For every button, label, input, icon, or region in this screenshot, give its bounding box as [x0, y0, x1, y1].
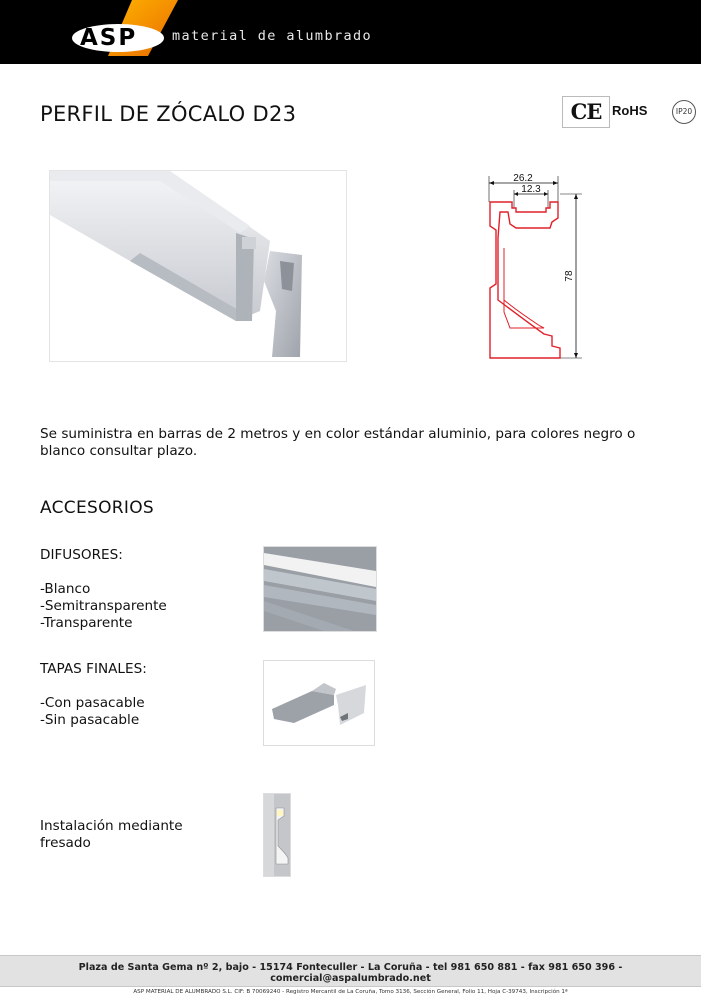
end-cap-item: -Sin pasacable: [40, 712, 140, 728]
footer-address: Plaza de Santa Gema nº 2, bajo - 15174 Fonteculler - La Coruña - tel 981 650 881 - fax 981 650 396 - comercial@aspalumbrado.net: [78, 962, 623, 984]
diffusers-block: [40, 547, 167, 632]
profile-inner-outline: [504, 248, 544, 328]
end-caps-photo: [263, 660, 375, 746]
footer-legal-text: ASP MATERIAL DE ALUMBRADO S.L. CIF: B 70069240 - Registro Mercantil de La Coruña, Tomo 3136, Sección General, Folio 11, Hoja C-39743, Inscripción 1ª: [133, 989, 568, 995]
end-cap-item: -Con pasacable: [40, 695, 145, 711]
diffuser-item: -Blanco: [40, 581, 91, 597]
company-logo: ASP: [80, 25, 138, 51]
installation-line: fresado: [40, 835, 91, 851]
dimension-width-inner: 12.3: [521, 184, 541, 195]
ce-mark: CE: [562, 96, 610, 128]
rohs-mark: RoHS: [612, 103, 648, 118]
diffusers-title: DIFUSORES:: [40, 547, 123, 563]
installation-line: Instalación mediante: [40, 818, 183, 834]
page-title: PERFIL DE ZÓCALO D23: [40, 102, 297, 126]
diffuser-item: -Semitransparente: [40, 598, 167, 614]
dimension-width-outer: 26.2: [513, 173, 533, 184]
ip-rating-badge: IP20: [672, 100, 696, 124]
diffuser-item: -Transparente: [40, 615, 133, 631]
product-photo: [49, 170, 347, 362]
end-caps-block: [40, 661, 147, 729]
profile-outline: [490, 202, 560, 358]
diffusers-photo: [263, 546, 377, 632]
installation-photo: [263, 793, 291, 877]
end-caps-title: TAPAS FINALES:: [40, 661, 147, 677]
product-description: Se suministra en barras de 2 metros y en color estándar aluminio, para colores negro o blanco consultar plazo.: [40, 426, 636, 459]
accessories-heading: ACCESORIOS: [40, 498, 154, 518]
company-tagline: material de alumbrado: [172, 28, 373, 44]
installation-block: [40, 818, 183, 852]
dimension-height: 78: [564, 270, 575, 282]
profile-cross-section-drawing: [486, 172, 586, 362]
certification-badges: [562, 96, 701, 128]
